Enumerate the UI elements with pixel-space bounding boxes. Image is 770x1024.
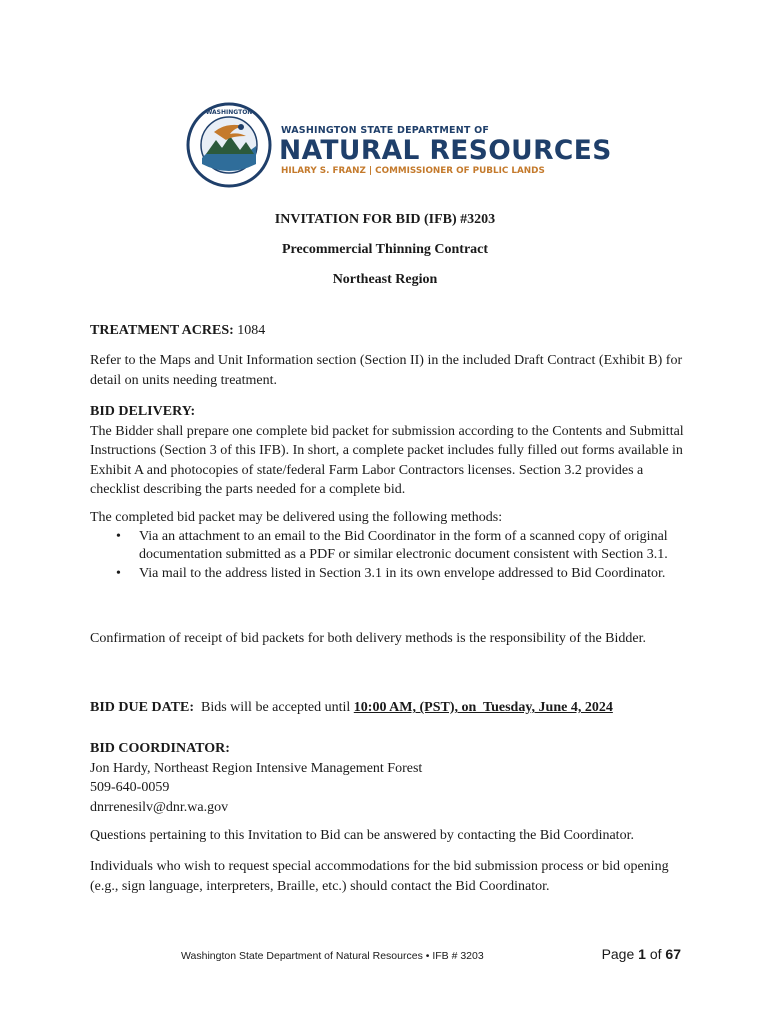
page-indicator [602,946,681,962]
methods-intro: The completed bid packet may be delivered using the following methods: [90,510,503,525]
agency-name: NATURAL RESOURCES [279,135,612,166]
coordinator-label: BID COORDINATOR: [90,741,230,756]
bid-delivery-body: The Bidder shall prepare one complete bid packet for submission according to the Contents and Submittal Instructions (Section 3 of this IFB). In short, a complete packet includes fully filled out forms available in Exhibit A and photocopies of state/federal Farm Labor Contractors licenses. Section 3.2 provides a checklist describing the parts needed for a complete bid. [90,423,684,497]
method-email: Via an attachment to an email to the Bid Coordinator in the form of a scanned copy of original documentation submitted as a PDF or similar electronic document consistent with Section 3.1. [139,528,668,562]
due-date-text: Bids will be accepted until [193,700,354,715]
method-mail: Via mail to the address listed in Section 3.1 in its own envelope addressed to Bid Coordinator. [139,565,666,581]
agency-top-line: WASHINGTON STATE DEPARTMENT OF [281,125,490,136]
of-label: of [645,946,666,962]
treatment-acres [90,321,690,341]
questions-text: Questions pertaining to this Invitation to Bid can be answered by contacting the Bid Coordinator. [90,828,634,843]
agency-commissioner: HILARY S. FRANZ | COMMISSIONER OF PUBLIC LANDS [281,166,545,176]
due-date-label: BID DUE DATE: [90,700,194,715]
bid-delivery-label: BID DELIVERY: [90,404,196,419]
treatment-value: 1084 [233,323,266,338]
document-title: INVITATION FOR BID (IFB) #3203 [274,212,496,227]
list-item [90,565,690,584]
page-label: Page [601,946,639,962]
bullet-icon: • [116,528,121,544]
dnr-seal-icon [186,102,272,188]
region-name: Northeast Region [332,272,438,287]
methods-list [90,528,690,584]
coordinator-phone: 509-640-0059 [90,780,170,795]
treatment-label: TREATMENT ACRES: [90,323,234,338]
coordinator-email[interactable]: dnrrenesilv@dnr.wa.gov [90,799,229,815]
dnr-logo [186,100,612,192]
contract-name: Precommercial Thinning Contract [281,242,489,257]
list-item [90,528,690,565]
accommodations-text: Individuals who wish to request special accommodations for the bid submission process or bid opening (e.g., sign language, interpreters, Braille, etc.) should contact the Bid Coordinator. [90,859,669,894]
due-date-deadline: 10:00 AM, (PST), on Tuesday, June 4, 2024 [353,700,613,715]
coordinator-name: Jon Hardy, Northeast Region Intensive Management Forest [90,760,423,776]
bid-delivery-section [90,402,690,500]
page-number: 1 [638,946,646,962]
treatment-reference: Refer to the Maps and Unit Information section (Section II) in the included Draft Contract (Exhibit B) for detail on units needing treatment. [90,353,683,388]
bid-coordinator [90,739,690,817]
page-total: 67 [665,946,681,962]
svg-text:WASHINGTON: WASHINGTON [205,109,253,116]
footer-agency: Washington State Department of Natural Resources • IFB # 3203 [181,950,484,962]
delivery-methods [90,509,690,583]
confirmation-text: Confirmation of receipt of bid packets for both delivery methods is the responsibility of the Bidder. [90,631,646,646]
bullet-icon: • [116,565,121,581]
bid-due-date [90,698,710,718]
